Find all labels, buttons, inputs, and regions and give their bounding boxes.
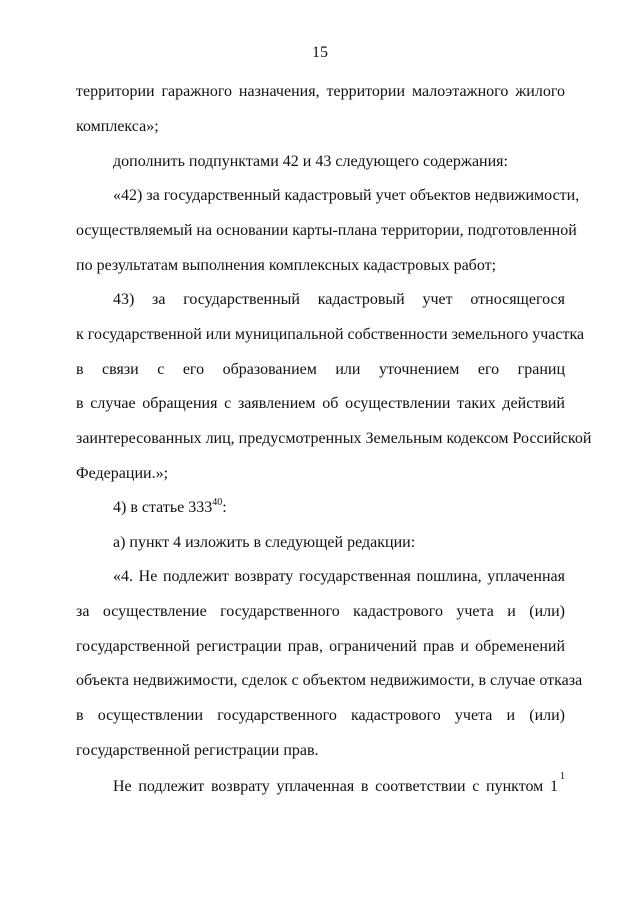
text-line-with-superscript [113, 771, 565, 797]
text-line: территории гаражного назначения, территории малоэтажного жилого [76, 83, 565, 100]
page-number: 15 [312, 44, 328, 61]
superscript: 40 [212, 497, 223, 508]
text-line: «42) за государственный кадастровый учет объектов недвижимости, [113, 187, 580, 204]
text-line: комплекса»; [76, 118, 159, 135]
text-line: в осуществлении государственного кадастрового учета и (или) [76, 707, 565, 724]
text-line: осуществляемый на основании карты-плана территории, подготовленной [76, 222, 577, 239]
line-tail: : [222, 499, 227, 516]
text-line: по результатам выполнения комплексных кадастровых работ; [76, 257, 497, 274]
text-line-with-superscript [113, 498, 565, 518]
text-line: объекта недвижимости, сделок с объектом недвижимости, в случае отказа [76, 672, 583, 689]
superscript: 1 [560, 771, 565, 782]
text-line: в случае обращения с заявлением об осуществлении таких действий [76, 395, 565, 412]
text-line: за осуществление государственного кадастрового учета и (или) [76, 603, 565, 620]
text-line: «4. Не подлежит возврату государственная пошлина, уплаченная [113, 568, 565, 585]
text-line: заинтересованных лиц, предусмотренных Земельным кодексом Российской [76, 430, 592, 447]
text-line: государственной регистрации прав, ограничений прав и обременений [76, 638, 565, 655]
line-text: 4) в статье 333 [113, 499, 213, 516]
text-line: в связи с его образованием или уточнением его границ [76, 361, 565, 378]
text-line: государственной регистрации прав. [76, 742, 319, 759]
line-text: Не подлежит возврату уплаченная в соответствии с пунктом 1 [113, 778, 558, 795]
text-line: 43) за государственный кадастровый учет относящегося [113, 291, 565, 308]
text-line: дополнить подпунктами 42 и 43 следующего содержания: [113, 153, 508, 170]
text-line: к государственной или муниципальной собственности земельного участка [76, 326, 585, 343]
text-line: Федерации.»; [76, 465, 169, 482]
text-line: а) пункт 4 изложить в следующей редакции: [113, 534, 416, 551]
